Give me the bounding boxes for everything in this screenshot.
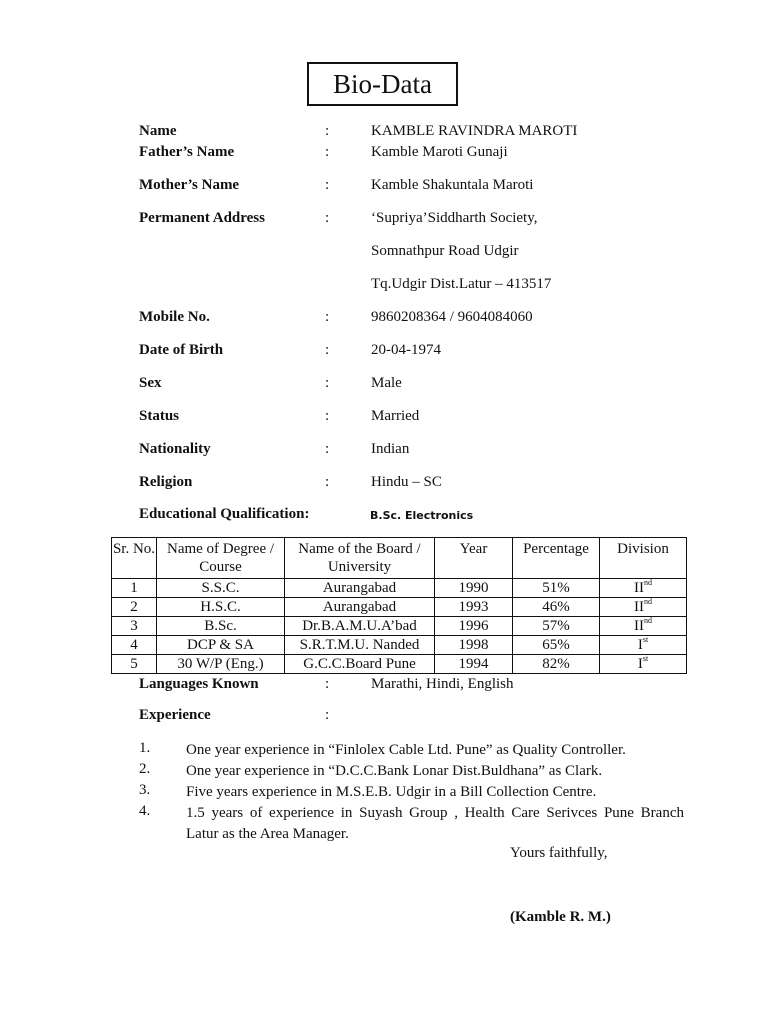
- cell-percentage: 57%: [513, 617, 600, 636]
- field-status: [0, 408, 768, 428]
- qualifications-table: [111, 537, 687, 674]
- field-colon: :: [325, 375, 330, 391]
- cell-sr: 5: [112, 655, 157, 674]
- cell-percentage: 46%: [513, 598, 600, 617]
- cell-division: [600, 579, 687, 598]
- education-label: Educational Qualification:: [139, 506, 310, 522]
- field-label: Mobile No.: [139, 309, 210, 325]
- cell-degree: DCP & SA: [157, 636, 285, 655]
- field-mobile: [0, 309, 768, 329]
- table-row: [112, 579, 687, 598]
- cell-degree: 30 W/P (Eng.): [157, 655, 285, 674]
- division-value: I: [637, 656, 643, 672]
- cell-board: Aurangabad: [285, 598, 435, 617]
- field-date-of-birth: [0, 342, 768, 362]
- field-sex: [0, 375, 768, 395]
- cell-degree: H.S.C.: [157, 598, 285, 617]
- header-board: Name of the Board / University: [285, 538, 435, 579]
- cell-board: G.C.C.Board Pune: [285, 655, 435, 674]
- field-value: Hindu – SC: [371, 474, 442, 490]
- division-suffix: st: [642, 654, 649, 663]
- header-division: Division: [600, 538, 687, 579]
- division-value: II: [634, 580, 644, 596]
- field-colon: :: [325, 177, 330, 193]
- item-text: 1.5 years of experience in Suyash Group , Health Care Serivces Pune Branch Latur as the Area Manager.: [186, 805, 684, 842]
- cell-board: S.R.T.M.U. Nanded: [285, 636, 435, 655]
- field-label: Nationality: [139, 441, 211, 457]
- field-colon: :: [325, 123, 330, 139]
- cell-division: [600, 655, 687, 674]
- field-value: Married: [371, 408, 420, 424]
- field-label: Status: [139, 408, 180, 424]
- field-mothers-name: [0, 177, 768, 197]
- field-languages-known: [0, 676, 768, 696]
- cell-year: 1994: [435, 655, 513, 674]
- address-line: Tq.Udgir Dist.Latur – 413517: [371, 276, 552, 292]
- field-colon: :: [325, 309, 330, 325]
- field-label: Mother’s Name: [139, 177, 240, 193]
- cell-division: [600, 636, 687, 655]
- item-text: One year experience in “D.C.C.Bank Lonar Dist.Buldhana” as Clark.: [186, 763, 603, 779]
- field-colon: :: [325, 676, 330, 692]
- item-number: 2.: [139, 761, 151, 777]
- cell-year: 1993: [435, 598, 513, 617]
- item-text: Five years experience in M.S.E.B. Udgir in a Bill Collection Centre.: [186, 784, 597, 800]
- field-label: Father’s Name: [139, 144, 235, 160]
- cell-board: Aurangabad: [285, 579, 435, 598]
- field-colon: :: [325, 441, 330, 457]
- closing-text: Yours faithfully,: [510, 845, 608, 861]
- page-title: Bio-Data: [307, 62, 458, 106]
- field-value: ‘Supriya’Siddharth Society,: [371, 210, 538, 226]
- field-value: Kamble Shakuntala Maroti: [371, 177, 534, 193]
- table-row: [112, 655, 687, 674]
- item-number: 3.: [139, 782, 151, 798]
- experience-colon: :: [325, 707, 330, 723]
- cell-year: 1990: [435, 579, 513, 598]
- cell-percentage: 82%: [513, 655, 600, 674]
- cell-sr: 3: [112, 617, 157, 636]
- cell-sr: 4: [112, 636, 157, 655]
- field-label: Name: [139, 123, 177, 139]
- cell-division: [600, 598, 687, 617]
- cell-board: Dr.B.A.M.U.A’bad: [285, 617, 435, 636]
- experience-label: Experience: [139, 707, 211, 723]
- field-colon: :: [325, 144, 330, 160]
- field-colon: :: [325, 210, 330, 226]
- field-colon: :: [325, 342, 330, 358]
- division-suffix: nd: [644, 578, 652, 587]
- division-suffix: st: [642, 635, 649, 644]
- item-number: 1.: [139, 740, 151, 756]
- field-religion: [0, 474, 768, 494]
- table-row: [112, 617, 687, 636]
- field-label: Languages Known: [139, 676, 259, 692]
- field-fathers-name: [0, 144, 768, 164]
- division-suffix: nd: [644, 597, 652, 606]
- field-name: [0, 123, 768, 143]
- cell-year: 1996: [435, 617, 513, 636]
- cell-division: [600, 617, 687, 636]
- cell-percentage: 51%: [513, 579, 600, 598]
- table-row: [112, 598, 687, 617]
- table-row: [112, 636, 687, 655]
- address-line: Somnathpur Road Udgir: [371, 243, 519, 259]
- cell-sr: 1: [112, 579, 157, 598]
- field-value: 20-04-1974: [371, 342, 441, 358]
- field-value: 9860208364 / 9604084060: [371, 309, 533, 325]
- field-label: Permanent Address: [139, 210, 265, 226]
- education-value: B.Sc. Electronics: [370, 509, 474, 522]
- field-label: Date of Birth: [139, 342, 224, 358]
- field-permanent-address: [0, 210, 768, 230]
- division-value: II: [634, 599, 644, 615]
- field-value: Male: [371, 375, 402, 391]
- cell-degree: B.Sc.: [157, 617, 285, 636]
- field-label: Religion: [139, 474, 193, 490]
- signature-name: (Kamble R. M.): [510, 909, 611, 925]
- cell-year: 1998: [435, 636, 513, 655]
- division-value: I: [637, 637, 643, 653]
- item-text: One year experience in “Finlolex Cable Ltd. Pune” as Quality Controller.: [186, 742, 626, 758]
- header-sr-no: Sr. No.: [112, 538, 157, 579]
- division-value: II: [634, 618, 644, 634]
- field-nationality: [0, 441, 768, 461]
- field-value: Marathi, Hindi, English: [371, 676, 514, 692]
- field-label: Sex: [139, 375, 162, 391]
- field-value: KAMBLE RAVINDRA MAROTI: [371, 123, 578, 139]
- cell-degree: S.S.C.: [157, 579, 285, 598]
- field-colon: :: [325, 474, 330, 490]
- table-header-row: [112, 538, 687, 579]
- header-percentage: Percentage: [513, 538, 600, 579]
- field-colon: :: [325, 408, 330, 424]
- cell-percentage: 65%: [513, 636, 600, 655]
- field-value: Kamble Maroti Gunaji: [371, 144, 508, 160]
- cell-sr: 2: [112, 598, 157, 617]
- header-year: Year: [435, 538, 513, 579]
- header-degree: Name of Degree / Course: [157, 538, 285, 579]
- item-number: 4.: [139, 803, 151, 819]
- field-value: Indian: [371, 441, 410, 457]
- division-suffix: nd: [644, 616, 652, 625]
